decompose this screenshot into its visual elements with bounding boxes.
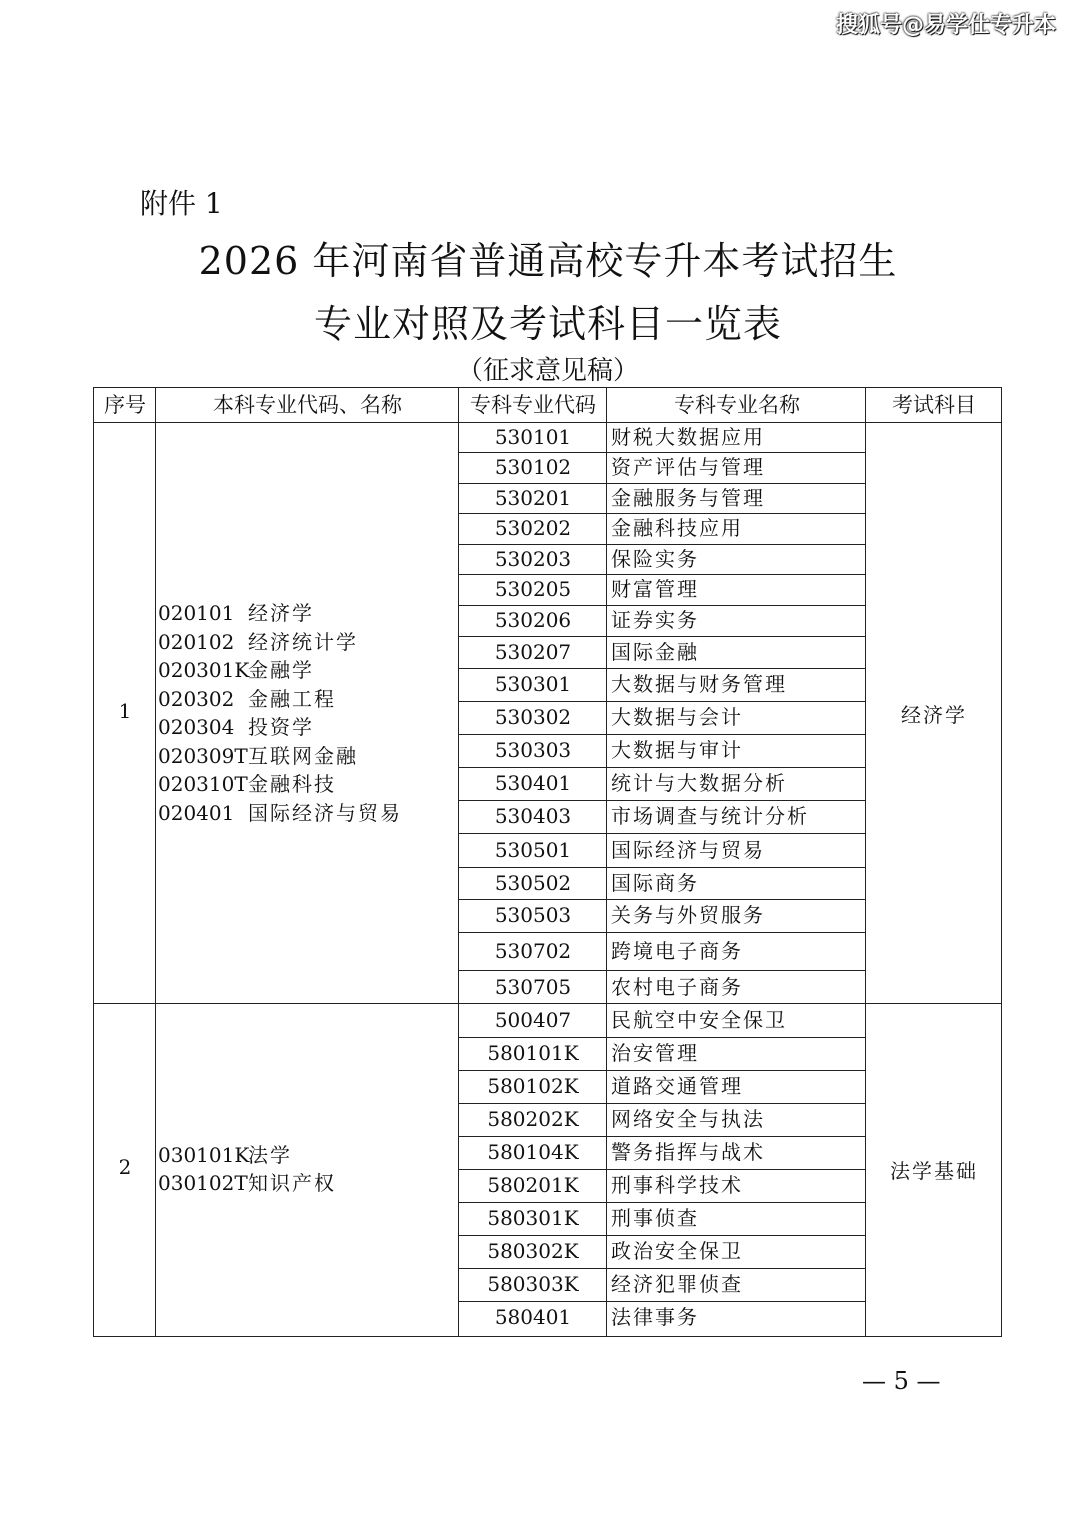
diploma-name: 统计与大数据分析 xyxy=(611,771,787,795)
diploma-name: 大数据与会计 xyxy=(611,705,743,729)
diploma-name: 政治安全保卫 xyxy=(611,1239,743,1263)
diploma-name: 金融服务与管理 xyxy=(611,486,765,510)
diploma-code: 530206 xyxy=(494,608,572,632)
diploma-name: 网络安全与执法 xyxy=(611,1107,765,1131)
table-row xyxy=(459,833,867,867)
diploma-code: 530201 xyxy=(494,486,572,510)
table-row xyxy=(459,605,867,636)
table-row xyxy=(459,636,867,668)
undergrad-name: 互联网金融 xyxy=(248,743,358,768)
diploma-name: 治安管理 xyxy=(611,1041,699,1065)
diploma-name: 跨境电子商务 xyxy=(611,939,743,963)
undergrad-code: 020304 xyxy=(158,715,235,739)
page-number: — 5 — xyxy=(862,1367,941,1395)
group-seq: 1 xyxy=(118,699,132,723)
major-table xyxy=(93,387,1002,1337)
table-row xyxy=(459,867,867,899)
col-divider xyxy=(155,388,156,1336)
document-title-line2: 专业对照及考试科目一览表 xyxy=(313,302,782,346)
diploma-code: 530303 xyxy=(494,738,572,762)
undergrad-code: 020309T xyxy=(158,743,248,768)
undergrad-major xyxy=(158,1169,336,1198)
table-row xyxy=(459,734,867,767)
undergrad-code: 020310T xyxy=(158,772,248,796)
diploma-code: 580201K xyxy=(487,1173,579,1197)
undergrad-name: 法学 xyxy=(248,1142,292,1167)
diploma-code: 530705 xyxy=(494,975,572,999)
diploma-name: 国际经济与贸易 xyxy=(611,838,765,862)
diploma-name: 刑事科学技术 xyxy=(611,1173,743,1197)
undergrad-code: 030102T xyxy=(158,1171,248,1195)
undergrad-major xyxy=(158,770,402,799)
table-row xyxy=(459,574,867,605)
table-row xyxy=(459,1169,867,1202)
undergrad-code: 020101 xyxy=(158,601,235,625)
diploma-code: 530102 xyxy=(494,455,572,479)
document-title-line1: 2026 年河南省普通高校专升本考试招生 xyxy=(198,239,898,283)
table-row xyxy=(459,1202,867,1235)
undergrad-major xyxy=(158,742,402,771)
diploma-code: 530503 xyxy=(494,903,572,927)
undergrad-name: 金融工程 xyxy=(248,686,336,711)
diploma-code: 580401 xyxy=(494,1305,572,1329)
table-row xyxy=(459,800,867,833)
undergrad-major xyxy=(158,628,402,657)
diploma-code: 530101 xyxy=(494,425,572,449)
diploma-code: 580301K xyxy=(487,1206,579,1230)
diploma-name: 证券实务 xyxy=(611,608,699,632)
table-row xyxy=(459,1070,867,1103)
exam-subject: 法学基础 xyxy=(890,1159,978,1183)
diploma-code: 530203 xyxy=(494,547,572,571)
undergrad-code: 020102 xyxy=(158,629,235,654)
diploma-code: 530207 xyxy=(494,640,572,664)
table-row xyxy=(459,1037,867,1070)
table-row xyxy=(459,899,867,932)
diploma-name: 市场调查与统计分析 xyxy=(611,804,809,828)
undergrad-name: 金融学 xyxy=(248,658,314,682)
table-row xyxy=(459,701,867,734)
diploma-code: 530202 xyxy=(494,516,572,540)
table-row xyxy=(459,932,867,970)
undergrad-name: 金融科技 xyxy=(248,772,336,796)
diploma-code: 580302K xyxy=(487,1239,579,1263)
diploma-name: 民航空中安全保卫 xyxy=(611,1008,787,1032)
undergrad-major xyxy=(158,685,402,714)
diploma-name: 国际金融 xyxy=(611,640,699,664)
exam-subject: 经济学 xyxy=(901,703,967,727)
table-row xyxy=(459,513,867,544)
table-row xyxy=(459,1301,867,1334)
diploma-name: 经济犯罪侦查 xyxy=(611,1272,743,1296)
table-row xyxy=(459,970,867,1004)
table-row xyxy=(459,1103,867,1136)
undergrad-name: 经济学 xyxy=(248,601,314,625)
diploma-code: 580101K xyxy=(487,1041,579,1065)
table-row xyxy=(459,1136,867,1169)
undergrad-major xyxy=(158,1141,336,1170)
diploma-name: 大数据与审计 xyxy=(611,738,743,762)
table-row xyxy=(459,767,867,800)
table-row xyxy=(459,1268,867,1301)
diploma-code: 530502 xyxy=(494,871,572,895)
diploma-code: 580303K xyxy=(487,1272,579,1296)
diploma-code: 580102K xyxy=(487,1074,579,1098)
header-subject: 考试科目 xyxy=(892,393,976,417)
undergrad-major xyxy=(158,656,402,685)
diploma-code: 580104K xyxy=(487,1140,579,1164)
diploma-name: 大数据与财务管理 xyxy=(611,672,787,696)
undergrad-code: 030101K xyxy=(158,1142,250,1167)
undergrad-name: 投资学 xyxy=(248,715,314,739)
diploma-name: 财税大数据应用 xyxy=(611,425,765,449)
table-row xyxy=(459,1235,867,1268)
table-row xyxy=(459,483,867,513)
diploma-code: 530501 xyxy=(494,838,572,862)
diploma-code: 530702 xyxy=(494,939,572,963)
header-undergrad: 本科专业代码、名称 xyxy=(213,393,402,417)
diploma-name: 刑事侦查 xyxy=(611,1206,699,1230)
document-subtitle: （征求意见稿） xyxy=(456,356,639,386)
diploma-name: 道路交通管理 xyxy=(611,1074,743,1098)
undergrad-code: 020302 xyxy=(158,686,235,711)
table-row xyxy=(459,452,867,483)
undergrad-name: 知识产权 xyxy=(248,1171,336,1195)
table-row xyxy=(459,544,867,574)
diploma-name: 资产评估与管理 xyxy=(611,455,765,479)
diploma-name: 农村电子商务 xyxy=(611,975,743,999)
diploma-code: 530301 xyxy=(494,672,572,696)
undergrad-major-list xyxy=(158,1141,336,1198)
undergrad-name: 经济统计学 xyxy=(248,629,358,654)
diploma-name: 国际商务 xyxy=(611,871,699,895)
diploma-name: 财富管理 xyxy=(611,577,699,601)
diploma-name: 保险实务 xyxy=(611,547,699,571)
diploma-code: 530205 xyxy=(494,577,572,601)
diploma-name: 法律事务 xyxy=(611,1305,699,1329)
undergrad-major xyxy=(158,799,402,828)
table-row xyxy=(459,1004,867,1037)
diploma-code: 580202K xyxy=(487,1107,579,1131)
header-code: 专科专业代码 xyxy=(470,393,596,417)
table-row xyxy=(459,422,867,452)
diploma-name: 关务与外贸服务 xyxy=(611,903,765,927)
undergrad-code: 020301K xyxy=(158,658,250,682)
diploma-name: 金融科技应用 xyxy=(611,516,743,540)
diploma-code: 530403 xyxy=(494,804,572,828)
undergrad-major xyxy=(158,713,402,742)
diploma-code: 530401 xyxy=(494,771,572,795)
header-seq: 序号 xyxy=(104,393,146,417)
undergrad-name: 国际经济与贸易 xyxy=(248,800,402,825)
diploma-name: 警务指挥与战术 xyxy=(611,1140,765,1164)
table-row xyxy=(459,668,867,701)
group-seq: 2 xyxy=(118,1155,132,1179)
diploma-code: 500407 xyxy=(494,1008,572,1032)
undergrad-major-list xyxy=(158,599,402,827)
header-name: 专科专业名称 xyxy=(674,393,800,417)
watermark: 搜狐号@易学仕专升本 xyxy=(835,13,1056,38)
attachment-label: 附件 1 xyxy=(140,187,223,220)
undergrad-major xyxy=(158,599,402,628)
undergrad-code: 020401 xyxy=(158,800,235,825)
diploma-code: 530302 xyxy=(494,705,572,729)
